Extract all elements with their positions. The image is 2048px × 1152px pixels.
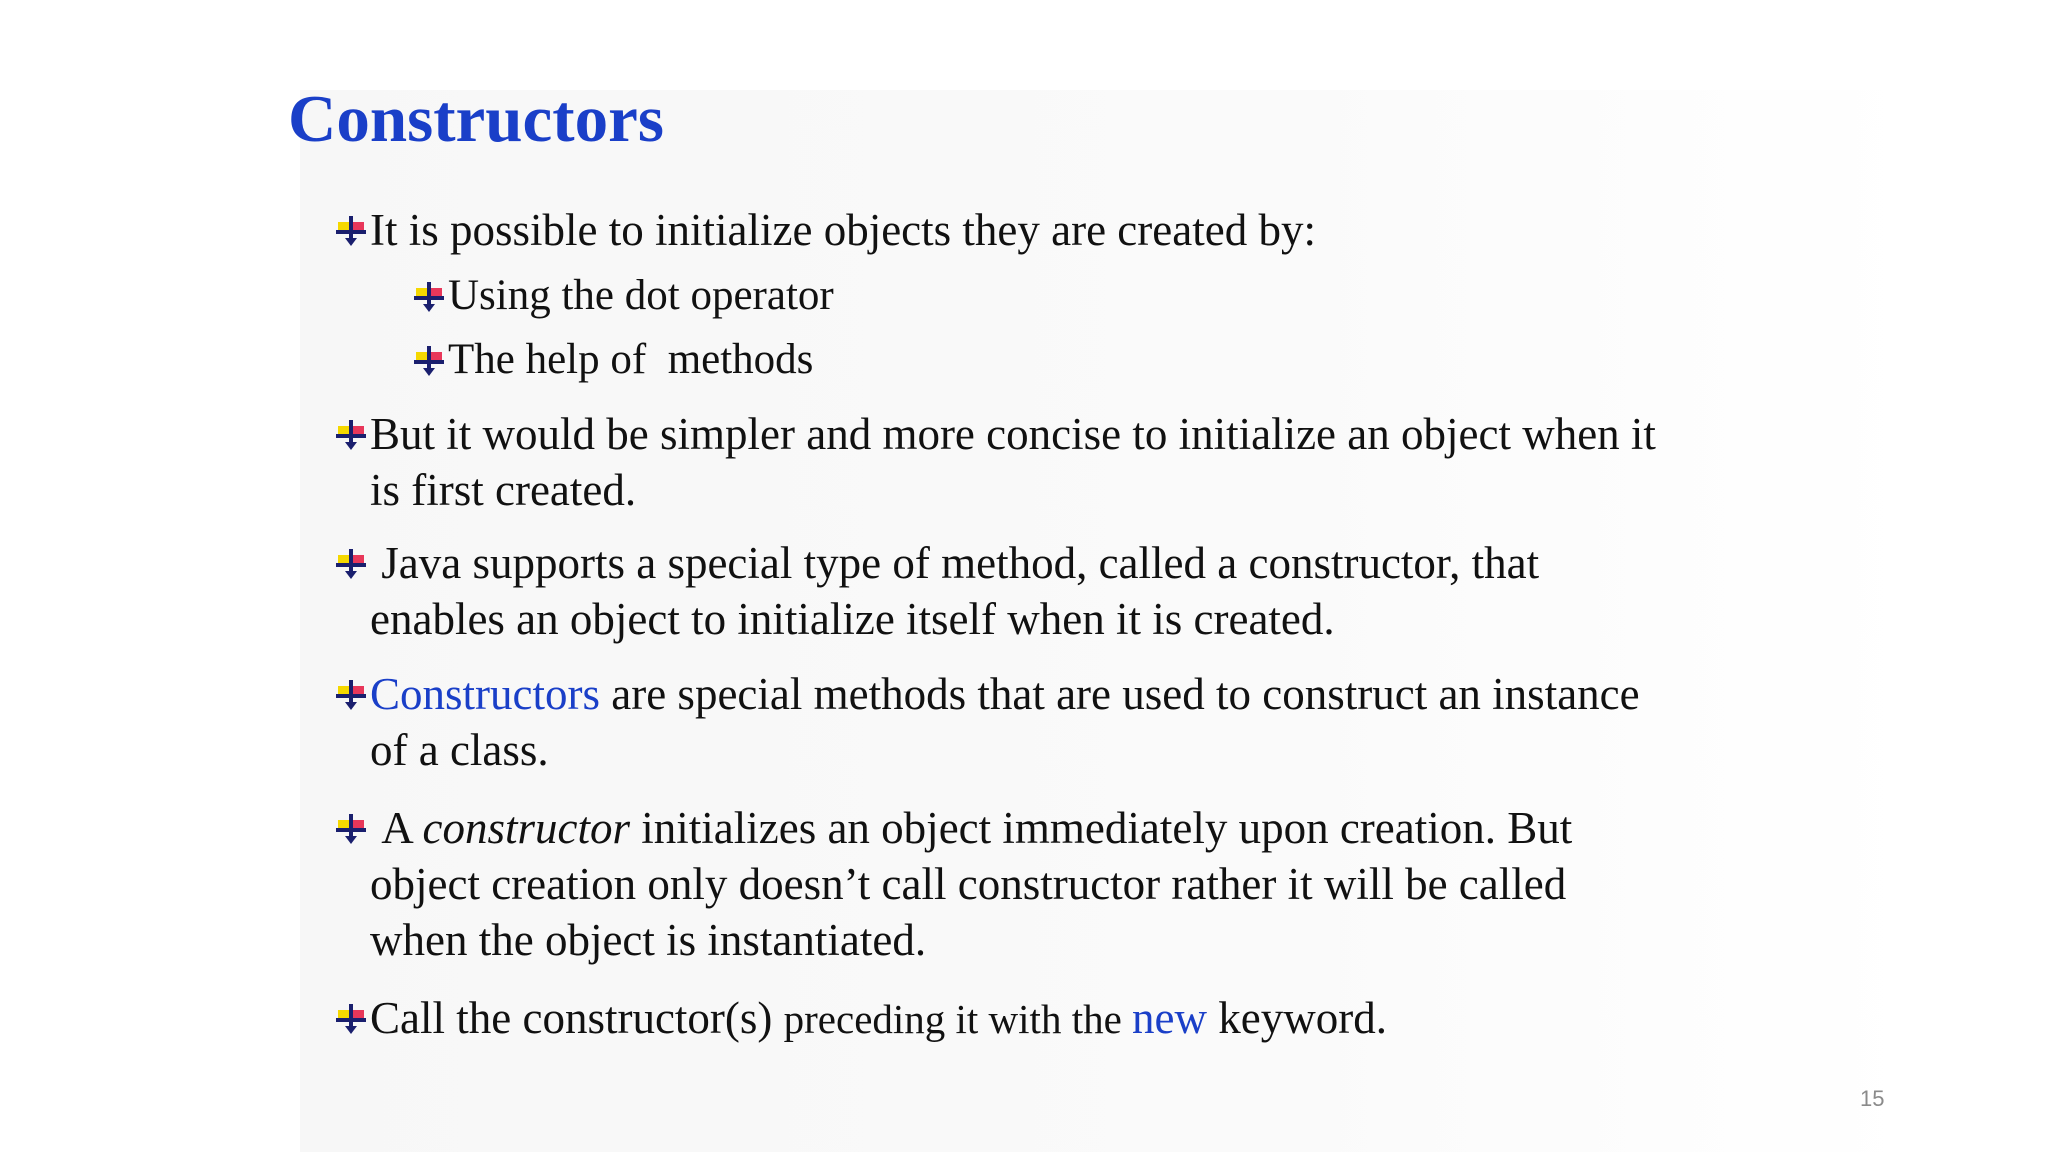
bullet-line: initializes an object immediately upon creation. But	[630, 803, 1573, 853]
bullet-part: keyword.	[1207, 993, 1387, 1043]
bullet-item-2	[334, 406, 1656, 518]
plus-arrow-bullet-icon	[334, 202, 370, 258]
bullet-line: of a class.	[370, 725, 549, 775]
bullet-line: enables an object to initialize itself when it is created.	[370, 594, 1335, 644]
bullet-text	[370, 535, 1539, 647]
bullet-item-5	[334, 800, 1572, 968]
sub-bullet-item-1	[412, 268, 834, 324]
bullet-item-1	[334, 202, 1316, 258]
bullet-line: is first created.	[370, 465, 637, 515]
plus-arrow-bullet-icon	[334, 666, 370, 722]
bullet-item-3	[334, 535, 1539, 647]
bullet-line: are special methods that are used to construct an instance	[600, 669, 1640, 719]
plus-arrow-bullet-icon	[334, 406, 370, 462]
bullet-line: when the object is instantiated.	[370, 915, 927, 965]
bullet-text	[370, 666, 1640, 778]
bullet-part: Call the constructor(s)	[370, 993, 784, 1043]
bullet-part: preceding it with the	[783, 996, 1133, 1042]
bullet-item-6	[334, 990, 1387, 1047]
plus-arrow-bullet-icon	[334, 535, 370, 591]
plus-arrow-bullet-icon	[412, 268, 448, 324]
bullet-text: It is possible to initialize objects they are created by:	[370, 205, 1316, 255]
slide-title: Constructors	[288, 82, 664, 156]
keyword-new: new	[1132, 993, 1208, 1043]
bullet-line: object creation only doesn’t call constructor rather it will be called	[370, 859, 1567, 909]
sub-bullet-text: Using the dot operator	[448, 272, 834, 319]
sub-bullet-item-2	[412, 332, 813, 388]
bullet-line: Java supports a special type of method, called a constructor, that	[370, 538, 1540, 588]
plus-arrow-bullet-icon	[334, 990, 370, 1046]
bullet-prefix: A	[370, 803, 423, 853]
plus-arrow-bullet-icon	[334, 800, 370, 856]
page-number: 15	[1860, 1086, 1885, 1111]
sub-bullet-text: The help of methods	[448, 336, 814, 383]
bullet-text	[370, 406, 1656, 518]
bullet-line: But it would be simpler and more concise to initialize an object when it	[370, 409, 1656, 459]
italic-term: constructor	[422, 803, 631, 853]
bullet-text	[370, 990, 1387, 1047]
highlighted-term: Constructors	[370, 669, 600, 719]
bullet-item-4	[334, 666, 1640, 778]
bullet-text	[370, 800, 1572, 968]
plus-arrow-bullet-icon	[412, 332, 448, 388]
